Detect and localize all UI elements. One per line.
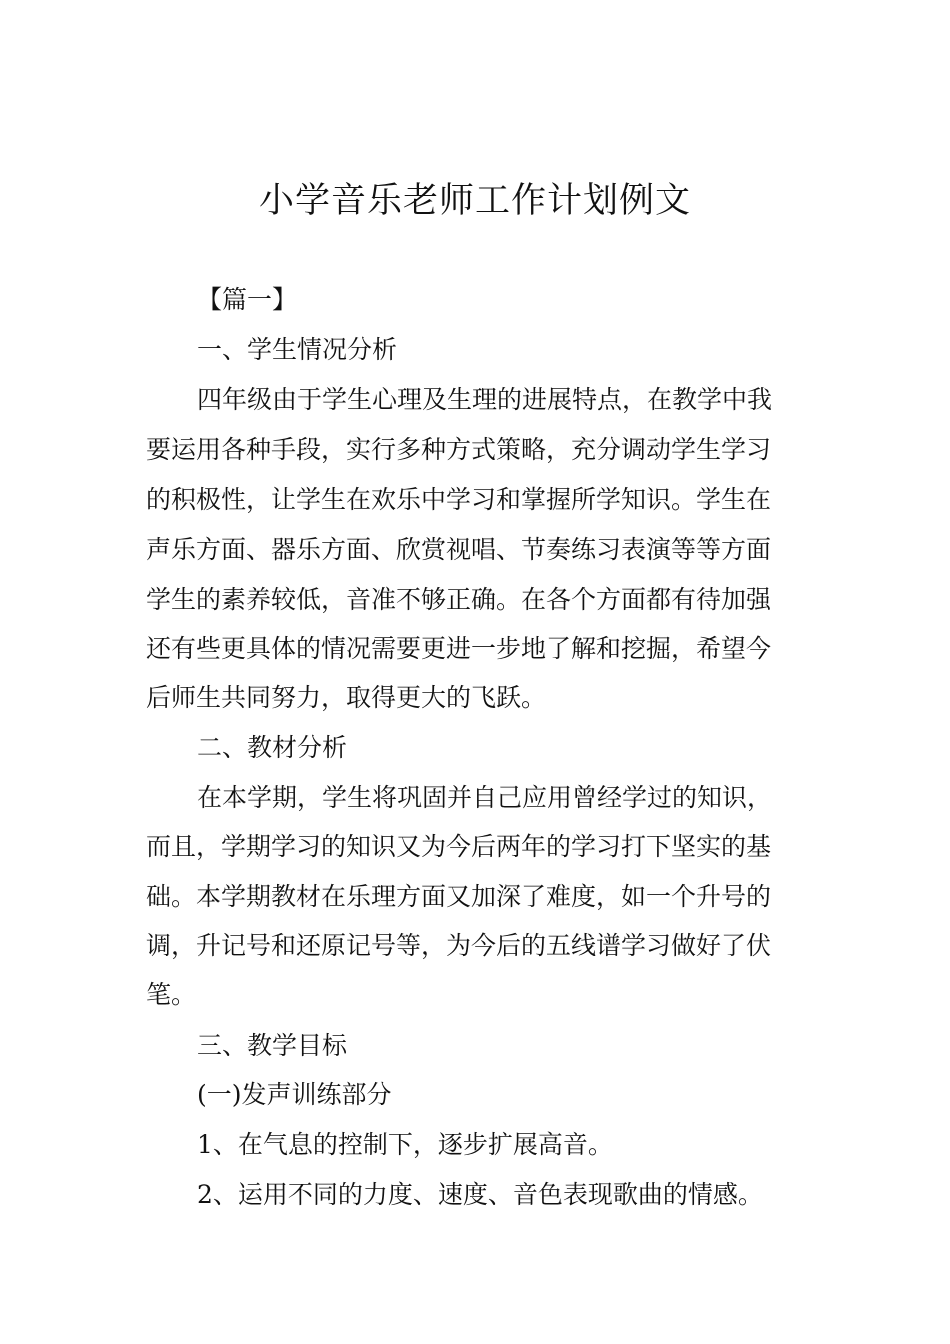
heading-2: 二、教材分析 [197, 733, 348, 762]
heading-3: 三、教学目标 [197, 1031, 348, 1060]
paragraph-1-line-5: 学生的素养较低，音准不够正确。在各个方面都有待加强 [146, 585, 772, 614]
heading-1: 一、学生情况分析 [197, 335, 398, 364]
paragraph-1-line-7: 后师生共同努力，取得更大的飞跃。 [146, 683, 547, 712]
list-item-1: 1、在气息的控制下，逐步扩展高音。 [197, 1130, 613, 1159]
paragraph-2-line-1: 在本学期，学生将巩固并自己应用曾经学过的知识， [197, 783, 773, 812]
paragraph-2-line-3: 础。本学期教材在乐理方面又加深了难度，如一个升号的 [146, 882, 772, 911]
list-item-2: 2、运用不同的力度、速度、音色表现歌曲的情感。 [197, 1180, 763, 1209]
paragraph-2-line-5: 笔。 [146, 980, 197, 1009]
subheading-1: (一)发声训练部分 [197, 1080, 392, 1109]
document-title: 小学音乐老师工作计划例文 [258, 181, 691, 221]
paragraph-1-line-6: 还有些更具体的情况需要更进一步地了解和挖掘，希望今 [146, 634, 772, 663]
paragraph-2-line-4: 调，升记号和还原记号等，为今后的五线谱学习做好了伏 [146, 931, 772, 960]
paragraph-1-line-3: 的积极性，让学生在欢乐中学习和掌握所学知识。学生在 [146, 485, 772, 514]
section-label: 【篇一】 [197, 285, 298, 314]
paragraph-1-line-2: 要运用各种手段，实行多种方式策略，充分调动学生学习 [146, 435, 772, 464]
paragraph-1-line-1: 四年级由于学生心理及生理的进展特点，在教学中我 [197, 385, 773, 414]
paragraph-1-line-4: 声乐方面、器乐方面、欣赏视唱、节奏练习表演等等方面 [146, 535, 772, 564]
paragraph-2-line-2: 而且，学期学习的知识又为今后两年的学习打下坚实的基 [146, 832, 772, 861]
